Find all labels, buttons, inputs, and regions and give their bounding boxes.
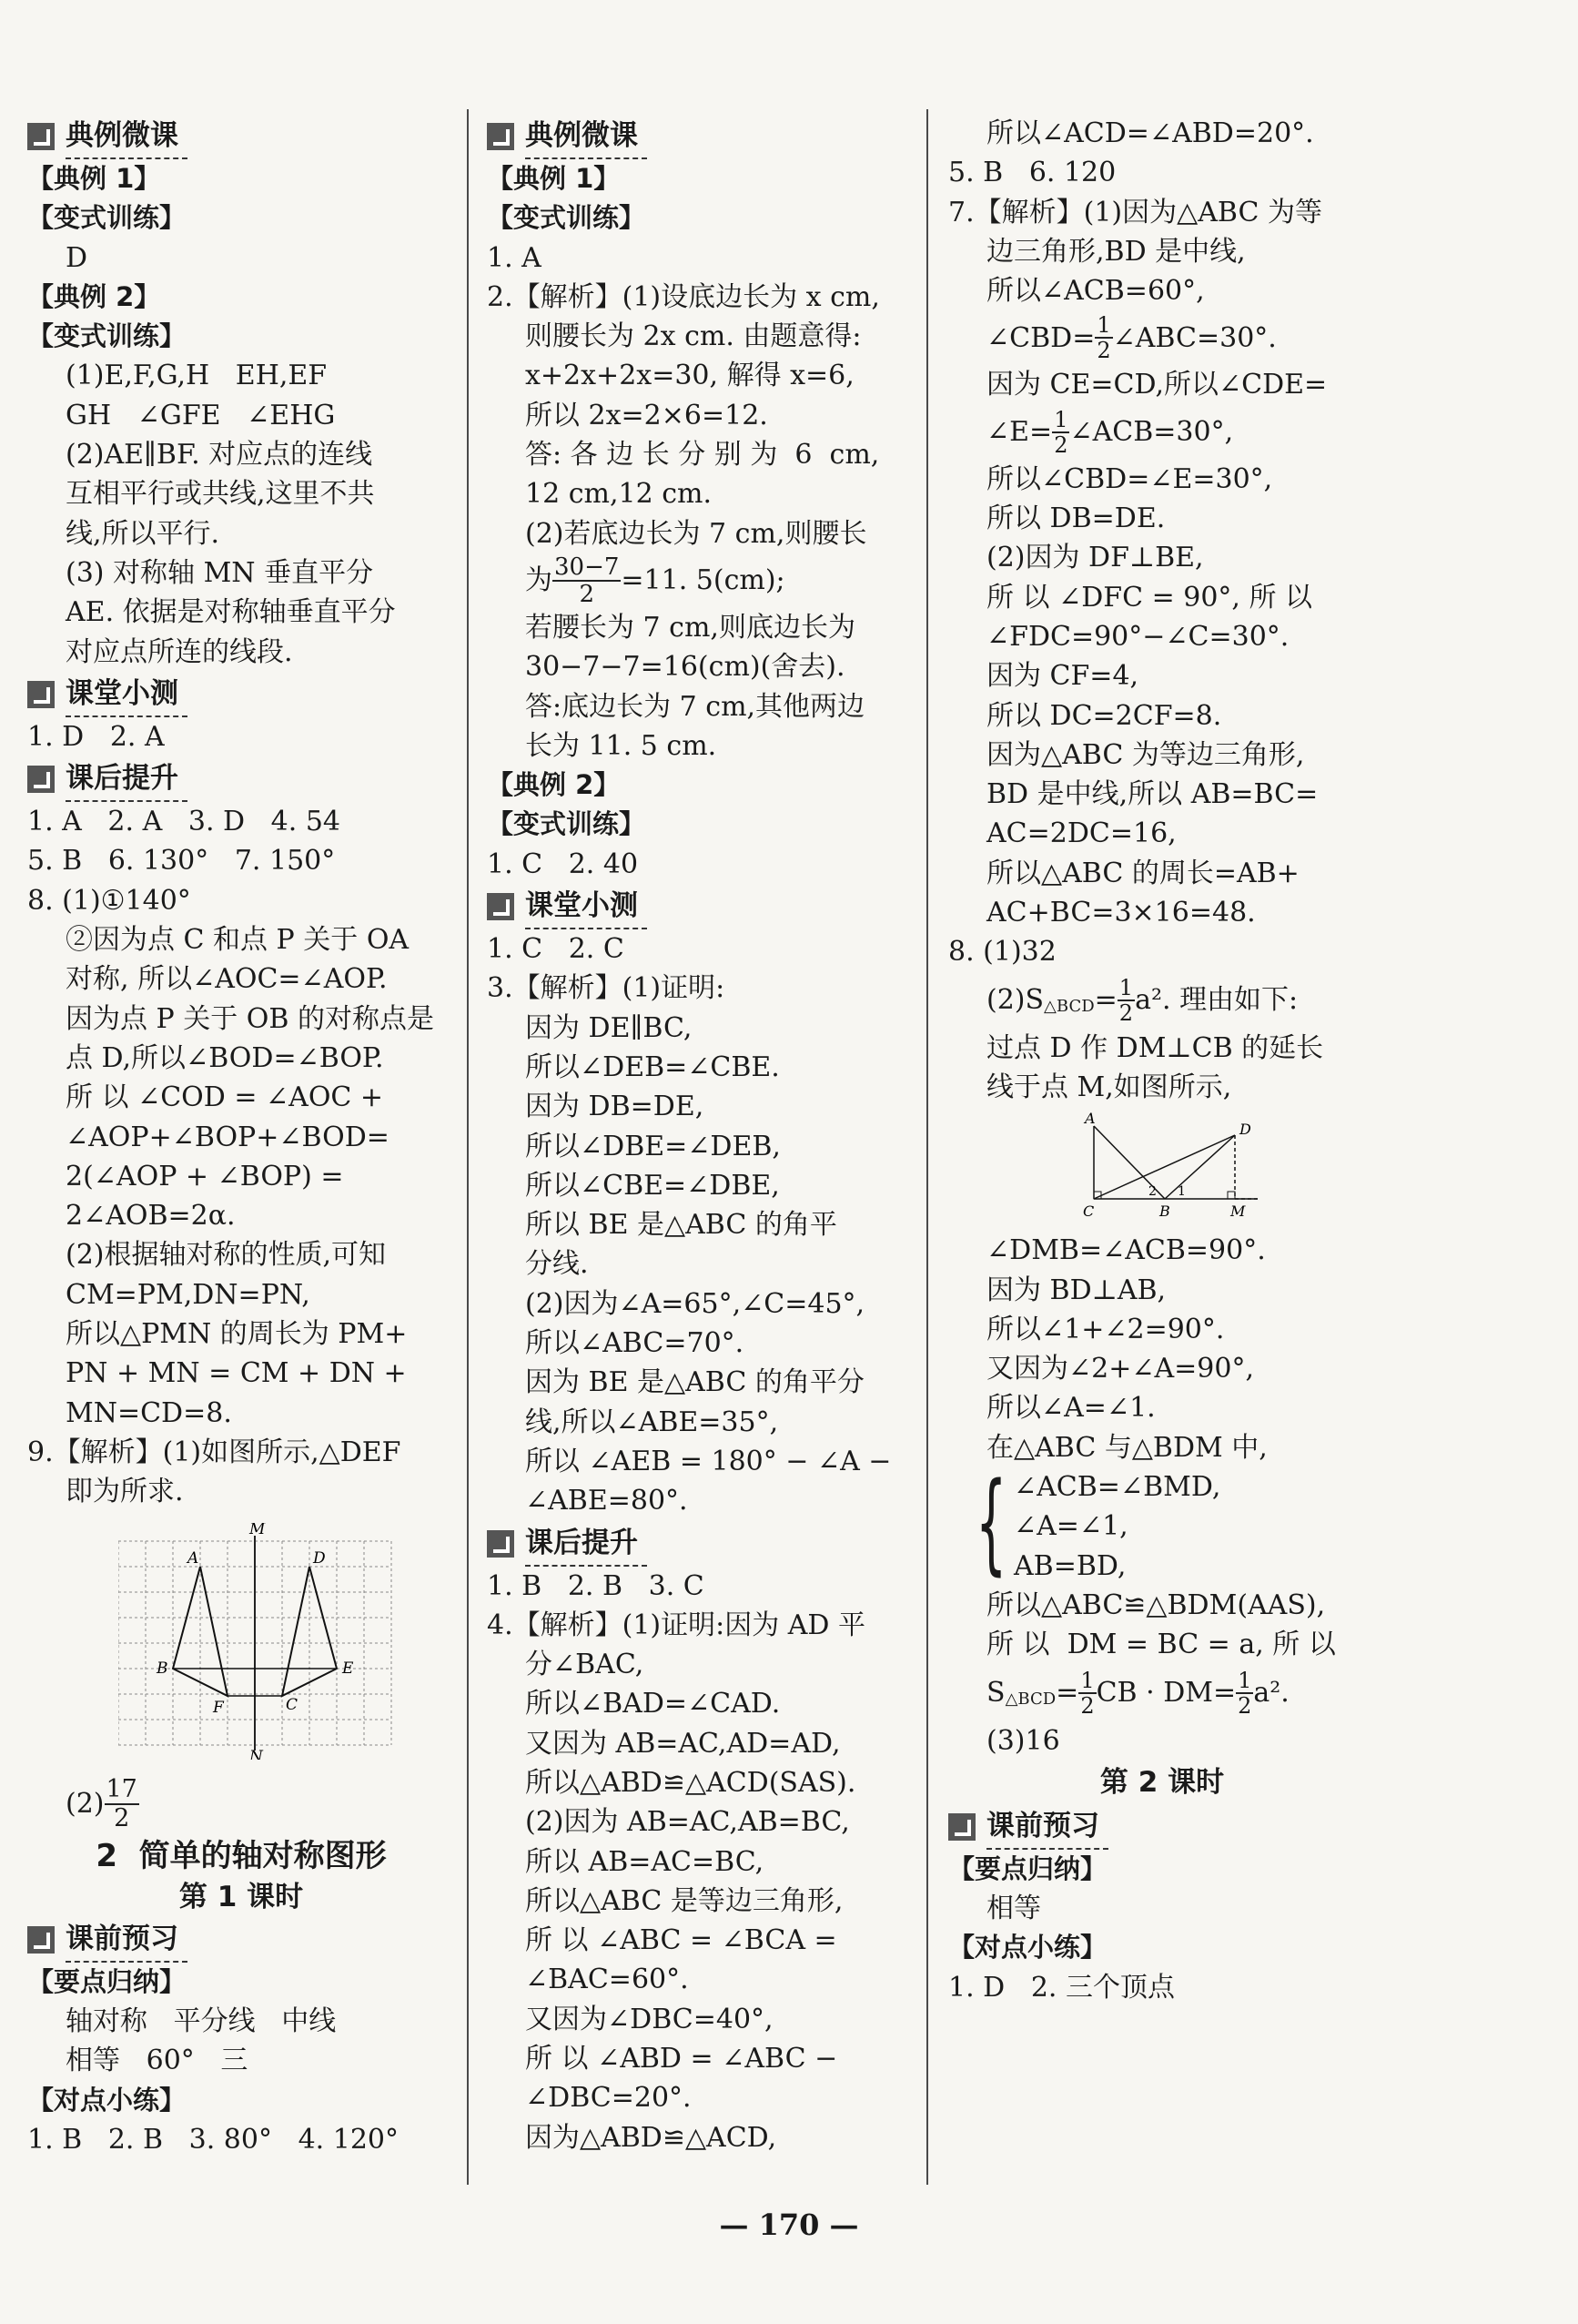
column-divider-1: [467, 109, 469, 2185]
text-line: 所以∠A=∠1.: [986, 1392, 1156, 1425]
column-2: [487, 114, 915, 2157]
section-header: 课堂小测: [27, 672, 455, 717]
text-line: 所以 ∠AEB = 180° − ∠A −: [525, 1445, 892, 1477]
text-line: 所以 BE 是△ABC 的角平: [525, 1209, 837, 1242]
section-header: 课前预习: [948, 1804, 1376, 1850]
text-line: AE. 依据是对称轴垂直平分: [66, 596, 396, 629]
text-line: PN + MN = CM + DN +: [66, 1357, 407, 1390]
text-line: 所以△ABC 是等边三角形,: [525, 1884, 844, 1917]
text-line: 分∠BAC,: [525, 1649, 644, 1681]
answer-line: 5. B 6. 130° 7. 150°: [27, 845, 336, 878]
label-f: F: [213, 1698, 224, 1717]
equation-system: [948, 1460, 1376, 1588]
text-line: 即为所求.: [66, 1476, 184, 1508]
text-line: 因为 BE 是△ABC 的角平分: [525, 1366, 865, 1399]
summary-label: 【要点归纳】: [948, 1852, 1108, 1884]
example-label: 【典例 1】: [487, 163, 621, 194]
fraction: $\frac{1}{2}$: [1054, 406, 1068, 458]
text-line: 线,所以平行.: [66, 517, 220, 550]
text-line: 所以∠CBD=∠E=30°,: [986, 462, 1273, 495]
text-line: (2)若底边长为 7 cm,则腰长: [525, 517, 867, 550]
text-line: 所 以 DM = BC = a, 所 以: [986, 1629, 1336, 1661]
text-line: 点 D,所以∠BOD=∠BOP.: [66, 1041, 384, 1074]
section-marker-icon: [487, 1530, 514, 1558]
section-marker-icon: [487, 893, 514, 920]
answer-line: 5. B 6. 120: [948, 157, 1117, 189]
text-line: 因为 CE=CD,所以∠CDE=: [986, 369, 1328, 401]
exercise-label: 【变式训练】: [27, 320, 187, 352]
practice-label: 【对点小练】: [27, 2084, 187, 2116]
fraction-line: 为 $\frac{30-7}{2}$ =11. 5(cm);: [525, 553, 785, 608]
label-a: A: [1085, 1112, 1096, 1128]
text-line: D: [66, 241, 88, 274]
text-line: (2)因为 DF⊥BE,: [986, 542, 1204, 574]
brace-icon: {: [976, 1460, 1007, 1588]
answer-line: 9.【解析】(1)如图所示,△DEF: [27, 1436, 401, 1468]
answer-line: 1. B 2. B 3. 80° 4. 120°: [27, 2123, 399, 2156]
section-header: 课后提升: [487, 1521, 915, 1567]
fraction-line: ∠CBD= $\frac{1}{2}$ ∠ABC=30°.: [986, 312, 1277, 364]
text-line: ∠BAC=60°.: [525, 1964, 689, 1996]
section-marker-icon: [27, 1926, 55, 1954]
section-header: 典例微课: [487, 114, 915, 159]
text-line: ∠AOP+∠BOP+∠BOD=: [66, 1121, 389, 1153]
text-line: 2∠AOB=2α.: [66, 1200, 236, 1233]
column-divider-2: [926, 109, 928, 2185]
text-line: ②因为点 C 和点 P 关于 OA: [66, 924, 410, 957]
section-header: 典例微课: [27, 114, 455, 159]
fraction-line: S △BCD = $\frac{1}{2}$ CB · DM= $\frac{1}{2}$ a².: [986, 1667, 1290, 1719]
label-b: B: [157, 1659, 168, 1678]
text-line: 所以△ABC 的周长=AB+: [986, 857, 1300, 889]
text-line: 因为点 P 关于 OB 的对称点是: [66, 1002, 434, 1035]
section-header: 课堂小测: [487, 884, 915, 929]
angle-label-1: 1: [1178, 1184, 1186, 1200]
text-line: 过点 D 作 DM⊥CB 的延长: [986, 1031, 1324, 1064]
text-line: 所以△ABC≌△BDM(AAS),: [986, 1588, 1326, 1621]
example-label: 【典例 2】: [27, 280, 161, 312]
text-line: 又因为 AB=AC,AD=AD,: [525, 1727, 841, 1760]
text-line: 相等: [986, 1893, 1041, 1925]
text-line: 线,所以∠ABE=35°,: [525, 1406, 779, 1438]
section-marker-icon: [487, 123, 514, 150]
text-line: 在△ABC 与△BDM 中,: [986, 1431, 1268, 1464]
text-line: 则腰长为 2x cm. 由题意得:: [525, 320, 862, 353]
text-line: 所以∠ABC=70°.: [525, 1327, 744, 1360]
text-line: 长为 11. 5 cm.: [525, 729, 717, 762]
text-line: 所以 DB=DE.: [986, 502, 1166, 535]
practice-label: 【对点小练】: [948, 1932, 1108, 1964]
text-line: 相等 60° 三: [66, 2045, 248, 2077]
fraction: 17 2: [106, 1774, 137, 1832]
text-line: 因为 CF=4,: [986, 660, 1139, 693]
fraction-answer: (2) 17 2: [66, 1774, 137, 1832]
text-line: CM=PM,DN=PN,: [66, 1278, 310, 1311]
text-line: AC+BC=3×16=48.: [986, 897, 1256, 929]
fraction: $\frac{1}{2}$: [1118, 974, 1134, 1026]
text-line: 所以∠ACB=60°,: [986, 275, 1205, 308]
label-d: D: [1239, 1121, 1251, 1139]
text-line: 因为 DE∥BC,: [525, 1011, 693, 1044]
answer-line: 3.【解析】(1)证明:: [487, 972, 725, 1005]
column-1: [27, 114, 455, 2159]
answer-line: 1. A: [487, 241, 541, 274]
fraction: $\frac{1}{2}$: [1080, 1667, 1095, 1719]
text-line: 因为△ABD≌△ACD,: [525, 2121, 777, 2154]
label-c: C: [1083, 1203, 1095, 1221]
text-line: 又因为∠DBC=40°,: [525, 2003, 774, 2035]
answer-line: 2.【解析】(1)设底边长为 x cm,: [487, 280, 880, 313]
answer-line: 1. A 2. A 3. D 4. 54: [27, 806, 341, 838]
column-3: [948, 114, 1376, 2007]
label-n: N: [249, 1747, 263, 1760]
answer-line: 7.【解析】(1)因为△ABC 为等: [948, 196, 1322, 228]
text-line: 所以∠ACD=∠ABD=20°.: [986, 117, 1314, 149]
text-line: 对称, 所以∠AOC=∠AOP.: [66, 963, 388, 996]
text-line: BD 是中线,所以 AB=BC=: [986, 778, 1319, 811]
text-line: 所以∠1+∠2=90°.: [986, 1313, 1225, 1345]
text-line: 30−7−7=16(cm)(舍去).: [525, 651, 845, 684]
text-line: 答: 各 边 长 分 别 为 6 cm,: [525, 439, 880, 472]
answer-line: 8. (1)32: [948, 936, 1057, 969]
text-line: (2)因为 AB=AC,AB=BC,: [525, 1806, 850, 1839]
text-line: 答:底边长为 7 cm,其他两边: [525, 690, 865, 723]
text-line: 所 以 ∠DFC = 90°, 所 以: [986, 581, 1313, 614]
text-line: 12 cm,12 cm.: [525, 478, 712, 511]
exercise-label: 【变式训练】: [27, 202, 187, 234]
exercise-label: 【变式训练】: [487, 202, 646, 234]
text-line: 所 以 ∠ABC = ∠BCA =: [525, 1924, 837, 1957]
text-line: 所 以 ∠ABD = ∠ABC −: [525, 2043, 838, 2075]
text-line: 因为△ABC 为等边三角形,: [986, 738, 1305, 771]
text-line: 所以 AB=AC=BC,: [525, 1845, 764, 1878]
text-line: 边三角形,BD 是中线,: [986, 235, 1246, 268]
answer-line: 1. D 2. 三个顶点: [948, 1971, 1175, 2004]
exercise-label: 【变式训练】: [487, 808, 646, 840]
text-line: 所以∠BAD=∠CAD.: [525, 1688, 781, 1720]
text-line: ∠ABE=80°.: [525, 1485, 688, 1517]
text-line: 互相平行或共线,这里不共: [66, 478, 375, 511]
fraction-line: ∠E= $\frac{1}{2}$ ∠ACB=30°,: [986, 406, 1234, 458]
text-line: ∠A=∠1,: [1014, 1510, 1128, 1543]
text-line: MN=CD=8.: [66, 1396, 232, 1429]
text-line: x+2x+2x=30, 解得 x=6,: [525, 360, 855, 392]
label-c: C: [286, 1695, 298, 1714]
text-line: 分线.: [525, 1248, 589, 1281]
text-line: 若腰长为 7 cm,则底边长为: [525, 611, 855, 644]
answer-line: 1. C 2. C: [487, 933, 624, 966]
text-line: 所以△PMN 的周长为 PM+: [66, 1318, 408, 1351]
text-line: (2)根据轴对称的性质,可知: [66, 1239, 387, 1272]
fraction-line: (2)S △BCD = $\frac{1}{2}$ a². 理由如下:: [986, 974, 1299, 1026]
angle-label-2: 2: [1148, 1184, 1157, 1200]
answer-line: 1. D 2. A: [27, 720, 165, 753]
grid-figure-def: [118, 1523, 400, 1760]
answer-line: 1. C 2. 40: [487, 847, 639, 880]
text-line: 所以 2x=2×6=12.: [525, 399, 768, 431]
label-m: M: [249, 1522, 266, 1538]
chapter-title: 2 简单的轴对称图形: [96, 1837, 387, 1874]
label-a: A: [187, 1548, 199, 1568]
text-line: (2)因为∠A=65°,∠C=45°,: [525, 1287, 865, 1320]
text-line: 轴对称 平分线 中线: [66, 2005, 337, 2038]
text-line: ∠DMB=∠ACB=90°.: [986, 1234, 1266, 1267]
text-line: AB=BD,: [1014, 1549, 1127, 1582]
fraction: $\frac{1}{2}$: [1097, 312, 1111, 364]
summary-label: 【要点归纳】: [27, 1965, 187, 1997]
text-line: ∠ACB=∠BMD,: [1014, 1471, 1221, 1504]
text-line: 所以 DC=2CF=8.: [986, 699, 1222, 732]
example-label: 【典例 2】: [487, 769, 621, 801]
text-line: 所 以 ∠COD = ∠AOC +: [66, 1081, 384, 1114]
text-line: (3) 对称轴 MN 垂直平分: [66, 556, 374, 589]
answer-line: 4.【解析】(1)证明:因为 AD 平: [487, 1609, 866, 1641]
section-marker-icon: [948, 1813, 976, 1841]
text-line: AC=2DC=16,: [986, 817, 1177, 850]
section-marker-icon: [27, 681, 55, 708]
text-line: GH ∠GFE ∠EHG: [66, 399, 336, 431]
label-e: E: [342, 1659, 354, 1678]
fraction: $\frac{1}{2}$: [1238, 1667, 1252, 1719]
text-line: (2)AE∥BF. 对应点的连线: [66, 439, 373, 472]
example-label: 【典例 1】: [27, 163, 161, 194]
text-line: 所以∠CBE=∠DBE,: [525, 1169, 780, 1202]
text-line: 对应点所连的线段.: [66, 635, 293, 668]
text-line: 线于点 M,如图所示,: [986, 1071, 1232, 1103]
triangle-figure-abcdm: [1076, 1112, 1276, 1222]
fraction: $\frac{30-7}{2}$: [554, 553, 620, 608]
text-line: 所以∠DBE=∠DEB,: [525, 1130, 781, 1162]
answer-line: 1. B 2. B 3. C: [487, 1569, 704, 1602]
section-marker-icon: [27, 766, 55, 793]
lesson-title: 第 2 课时: [1099, 1765, 1225, 1799]
text-line: 因为 DB=DE,: [525, 1091, 704, 1123]
text-line: 所以△ABD≌△ACD(SAS).: [525, 1766, 856, 1799]
text-line: 2(∠AOP + ∠BOP) =: [66, 1160, 344, 1192]
text-line: (3)16: [986, 1724, 1060, 1757]
label-m: M: [1230, 1203, 1246, 1221]
text-line: 所以∠DEB=∠CBE.: [525, 1050, 780, 1083]
text-line: 又因为∠2+∠A=90°,: [986, 1353, 1255, 1385]
answer-line: 8. (1)①140°: [27, 884, 191, 917]
text-line: 因为 BD⊥AB,: [986, 1274, 1167, 1306]
text-line: (1)E,F,G,H EH,EF: [66, 360, 328, 392]
section-header: 课前预习: [27, 1917, 455, 1963]
label-b: B: [1159, 1203, 1170, 1221]
section-marker-icon: [27, 123, 55, 150]
text-line: ∠DBC=20°.: [525, 2082, 692, 2115]
page-number: — 170 —: [719, 2207, 859, 2242]
lesson-title: 第 1 课时: [178, 1880, 304, 1913]
text-line: ∠FDC=90°−∠C=30°.: [986, 620, 1290, 653]
section-header: 课后提升: [27, 756, 455, 802]
label-d: D: [313, 1548, 326, 1568]
